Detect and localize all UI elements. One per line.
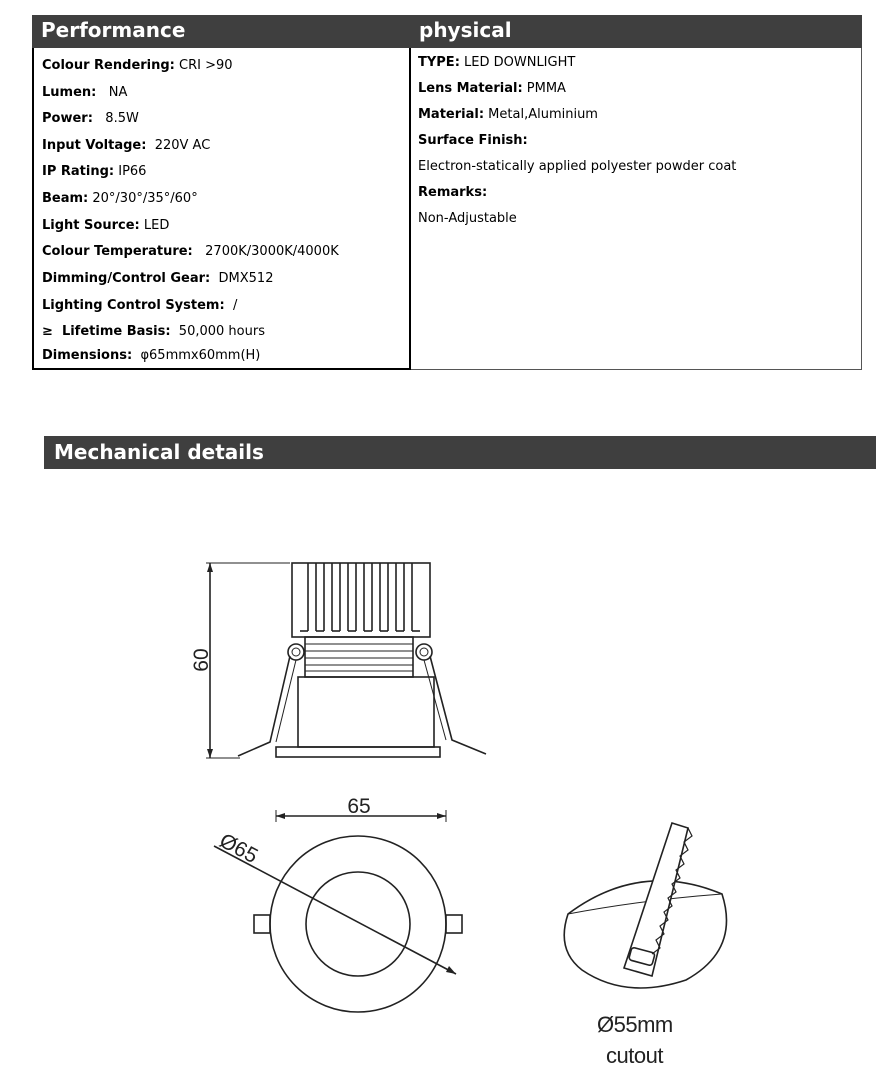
side-view-drawing: [206, 563, 486, 758]
outer-ring: [270, 836, 446, 1012]
spec-row-dimming: Dimming/Control Gear: DMX512: [42, 271, 274, 286]
top-view-drawing: [214, 810, 462, 1012]
spec-row-power: Power: 8.5W: [42, 111, 139, 126]
right-spring-clip: [430, 656, 486, 754]
right-tab: [446, 915, 462, 933]
spec-table: [32, 15, 862, 370]
mechanical-drawing: [0, 480, 892, 1078]
spec-row-surface-finish: Surface Finish:: [418, 133, 528, 148]
left-spring-clip: [238, 656, 290, 756]
spec-row-light-source: Light Source: LED: [42, 218, 170, 233]
spec-row-colour-temperature: Colour Temperature: 2700K/3000K/4000K: [42, 244, 339, 259]
spec-row-type: TYPE: LED DOWNLIGHT: [418, 55, 576, 70]
height-dimension-label: 60: [190, 648, 213, 672]
inner-ring: [306, 872, 410, 976]
physical-section: [411, 48, 862, 370]
lamp-flange: [276, 747, 440, 757]
spec-row-lens-material: Lens Material: PMMA: [418, 81, 566, 96]
spec-row-lifetime: ≥ Lifetime Basis: 50,000 hours: [42, 324, 265, 339]
physical-header: physical: [411, 15, 862, 48]
hole-saw-icon: [624, 823, 688, 976]
spec-row-lighting-control: Lighting Control System: /: [42, 298, 238, 313]
spec-row-input-voltage: Input Voltage: 220V AC: [42, 138, 211, 153]
lamp-body: [298, 677, 434, 747]
spec-row-lumen: Lumen: NA: [42, 85, 128, 100]
performance-header: Performance: [32, 15, 411, 48]
cutout-text-label: cutout: [606, 1043, 663, 1068]
mechanical-details-header: Mechanical details: [44, 436, 876, 469]
heatsink-body: [292, 563, 430, 637]
left-tab: [254, 915, 270, 933]
spec-row-material: Material: Metal,Aluminium: [418, 107, 598, 122]
spec-row-colour-rendering: Colour Rendering: CRI >90: [42, 58, 233, 73]
cutout-size-label: Ø55mm: [597, 1012, 673, 1037]
spec-row-surface-finish-value: Electron-statically applied polyester powder coat: [418, 159, 737, 174]
mechanical-drawing-svg: [0, 480, 892, 1078]
spec-row-ip-rating: IP Rating: IP66: [42, 164, 147, 179]
spec-row-remarks-value: Non-Adjustable: [418, 211, 517, 226]
spec-row-remarks: Remarks:: [418, 185, 488, 200]
spec-row-dimensions: Dimensions: φ65mmx60mm(H): [42, 348, 261, 363]
diameter-dimension-label: Ø65: [215, 829, 262, 869]
width-dimension-label: 65: [347, 795, 371, 818]
cutout-drawing: [564, 823, 726, 988]
spec-row-beam: Beam: 20°/30°/35°/60°: [42, 191, 198, 206]
performance-section: [32, 48, 411, 370]
